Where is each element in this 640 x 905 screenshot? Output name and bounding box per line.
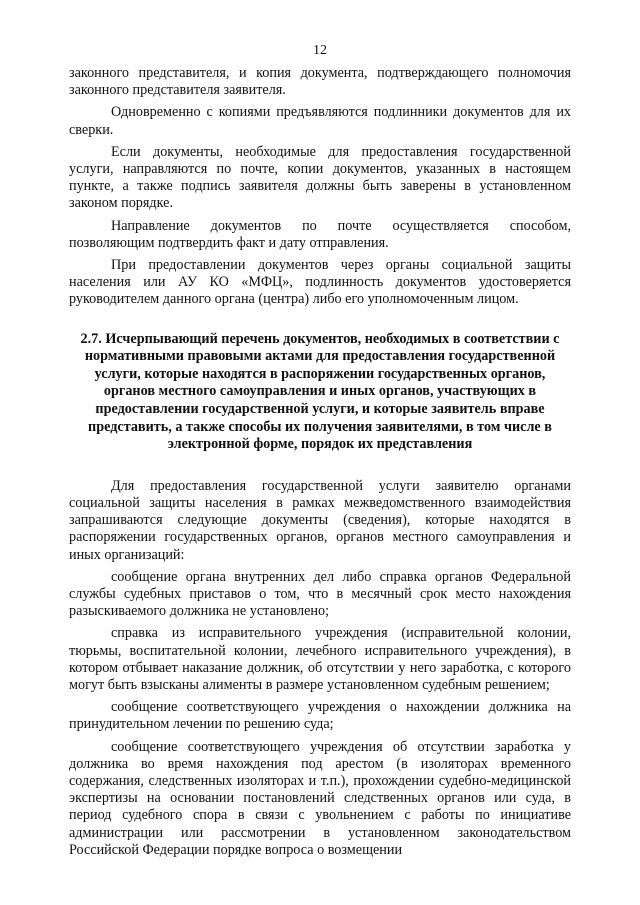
paragraph-interagency-requests: Для предоставления государственной услуги заявителю органами социальной защиты населения в рамках межведомственного взаимодействия запрашиваются следующие документы (сведения), которые находятся в распоряжении государственных органов, органов местного самоуправления и иных организаций: [69,477,571,563]
list-item-arrest-no-earnings: сообщение соответствующего учреждения об отсутствии заработка у должника во время нахождения под арестом (в изоляторах временного содержания, следственных изоляторах и т.п.), прохождении судебно-медицинской экспертизы на основании постановлений следственных органов или суда, в период судебного спора в связи с увольнением с работы по инициативе администрации или рассмотрении в установленном законодательством Российской Федерации порядке вопроса о возмещении [69,738,571,858]
paragraph-originals-verification: Одновременно с копиями предъявляются подлинники документов для их сверки. [69,104,571,138]
document-body [69,65,571,859]
section-heading: 2.7. Исчерпывающий перечень документов, необходимых в соответствии с нормативными правовыми актами для предоставления государственной услуги, которые находятся в распоряжении государственных органов, органов местного самоуправления и иных органов, участвующих в предоставлении государственной услуги, и которые заявитель вправе представить, а также способы их получения заявителями, в том числе в электронной форме, порядок их представления [80,330,560,453]
page-number: 12 [313,43,327,58]
paragraph-postal-method: Направление документов по почте осуществляется способом, позволяющим подтвердить факт и дату отправления. [69,217,571,251]
paragraph-continuation: законного представителя, и копия документа, подтверждающего полномочия законного представителя заявителя. [69,65,571,99]
list-item-compulsory-treatment: сообщение соответствующего учреждения о нахождении должника на принудительном лечении по решению суда; [69,699,571,733]
list-item-police-report: сообщение органа внутренних дел либо справка органов Федеральной службы судебных приставов о том, что в месячный срок место нахождения разыскиваемого должника не установлено; [69,568,571,620]
list-item-correctional-certificate: справка из исправительного учреждения (исправительной колонии, тюрьмы, воспитательной колонии, лечебного исправительного учреждения), в котором отбывает наказание должник, об отсутствии у него заработка, с которого могут быть взысканы алименты в размере установленном судебным решением; [69,625,571,694]
paragraph-authenticity: При предоставлении документов через органы социальной защиты населения или АУ КО «МФЦ», подлинность документов удостоверяется руководителем данного органа (центра) либо его уполномоченным лицом. [69,257,571,308]
paragraph-postal-documents: Если документы, необходимые для предоставления государственной услуги, направляются по почте, копии документов, указанных в настоящем пункте, а также подпись заявителя должны быть заверены в установленном законом порядке. [69,143,571,212]
